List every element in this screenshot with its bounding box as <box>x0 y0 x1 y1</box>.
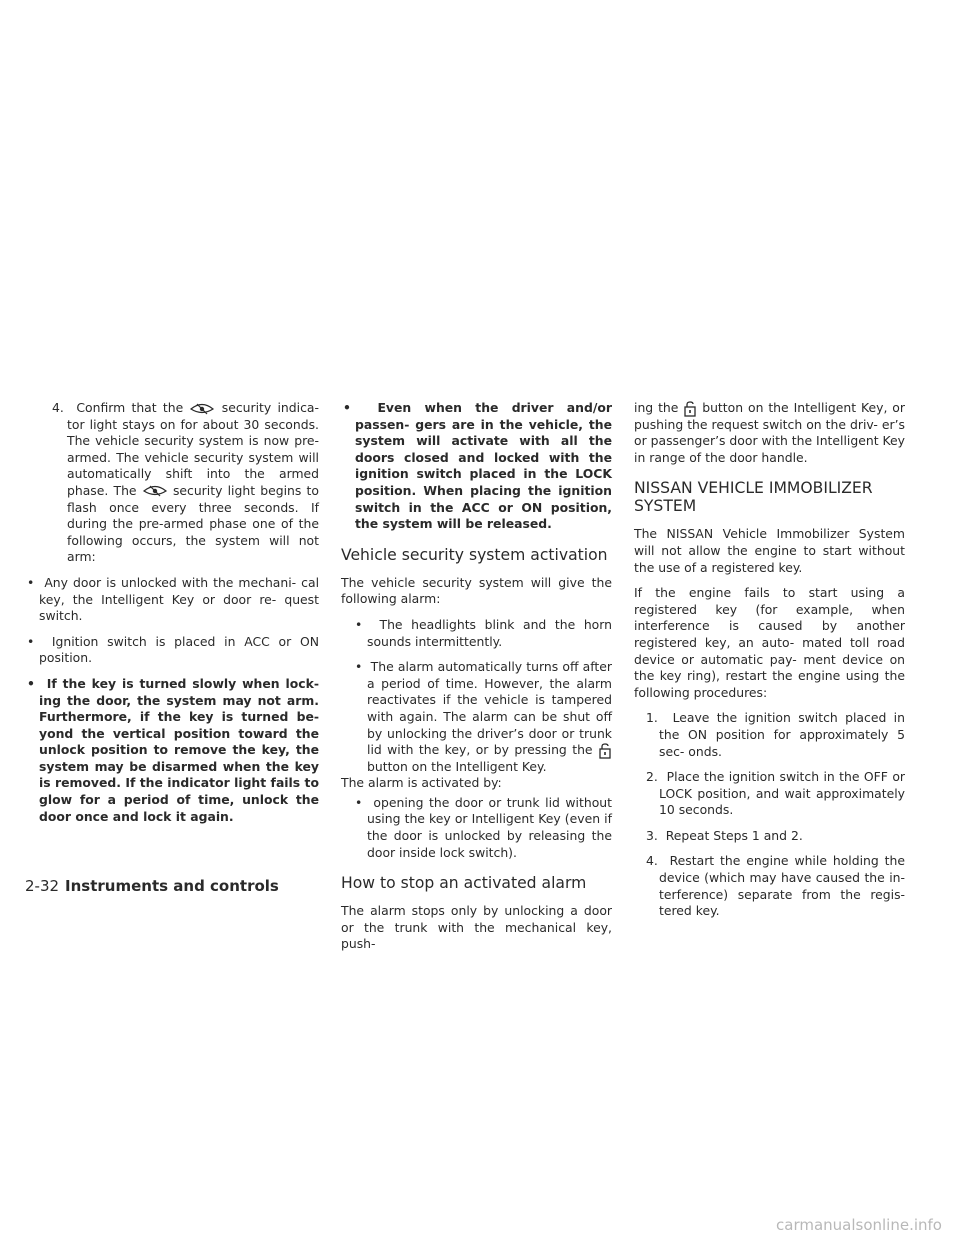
bullet-driver-in-vehicle: • Even when the driver and/or passen- gers are in the vehicle, the system will activate with all the doors closed and locked with the ignition switch placed in the LOCK position. When placing the ignition switch in the ACC or ON position, the system will be released. <box>343 400 612 532</box>
bullet-door-unlocked: • Any door is unlocked with the mechani- cal key, the Intelligent Key or door re- quest switch. <box>27 574 320 624</box>
step-4-text-c: security light begins to flash once every three seconds. If during the pre-armed phase one of the following occurs, the system will not arm: <box>67 482 319 565</box>
step-4-text-a: Confirm that the <box>76 400 184 415</box>
immobilizer-para-2: If the engine fails to start using a registered key (for example, when interference is caused by another registered key, an auto- mated toll road device or automatic pay- ment device on the key ring), restart the engine using the following procedures: <box>634 585 905 700</box>
activated-opening-door: • opening the door or trunk lid without using the key or Intelligent Key (even if the door is unlocked by releasing the door inside lock switch). <box>355 794 612 860</box>
stop-alarm-continued: ing the button on the Intelligent Key, or pushing the request switch on the driv- er’s or passenger’s door with the Intelligent Key in range of the door handle. <box>634 400 905 465</box>
step-4-number: 4. <box>52 400 64 415</box>
column-left <box>25 400 319 834</box>
step-4-text-b: security indica- tor light stays on for about 30 seconds. The vehicle security system is now pre- armed. The vehicle security system will automatically shift into the armed phase. The <box>67 400 319 498</box>
unlock-key-icon <box>683 401 697 417</box>
page-number: 2-32 <box>25 877 60 895</box>
step-4 <box>25 400 319 566</box>
heading-stop-alarm: How to stop an activated alarm <box>341 874 587 893</box>
alarm-intro: The vehicle security system will give the following alarm: <box>341 574 612 607</box>
heading-immobilizer: NISSAN VEHICLE IMMOBILIZER SYSTEM <box>634 479 873 516</box>
bullet-ignition-switch: • Ignition switch is placed in ACC or ON position. <box>27 633 319 666</box>
page-footer <box>25 877 279 895</box>
alarm-activated-by: The alarm is activated by: <box>341 775 502 791</box>
heading-security-activation: Vehicle security system activation <box>341 545 608 564</box>
section-title: Instruments and controls <box>65 877 279 895</box>
procedure-step-4: 4. Restart the engine while holding the device (which may have caused the in- terference) separate from the regis- tered key. <box>646 853 905 919</box>
alarm-headlights: • The headlights blink and the horn sounds intermittently. <box>355 616 612 649</box>
procedure-step-2: 2. Place the ignition switch in the OFF or LOCK position, and wait approximately 10 seconds. <box>646 769 905 818</box>
alarm-auto-off: • The alarm automatically turns off after a period of time. However, the alarm reactivates if the vehicle is tampered with again. The alarm can be shut off by unlocking the driver’s door or trunk lid with the key, or by pressing the button on the Intelligent Key. <box>355 659 612 774</box>
column-right <box>634 400 905 929</box>
stop-alarm-text: The alarm stops only by unlocking a door or the trunk with the mechanical key, push- <box>341 903 612 952</box>
column-middle <box>341 400 612 962</box>
immobilizer-para-1: The NISSAN Vehicle Immobilizer System will not allow the engine to start without the use of a registered key. <box>634 526 905 575</box>
procedure-step-3: 3. Repeat Steps 1 and 2. <box>646 827 803 843</box>
unlock-key-icon <box>598 743 612 759</box>
security-indicator-icon <box>189 403 215 415</box>
bullet-key-turned-slowly: • If the key is turned slowly when lock- ing the door, the system may not arm. Furthermore, if the key is turned be- yond the vertical position toward the unlock position to remove the key, the system may be disarmed when the key is removed. If the indicator light fails to glow for a period of time, unlock the door once and lock it again. <box>27 675 319 824</box>
procedure-step-1: 1. Leave the ignition switch placed in the ON position for approximately 5 sec- onds. <box>646 710 905 759</box>
security-indicator-icon <box>142 485 168 497</box>
watermark: carmanualsonline.info <box>776 1216 942 1234</box>
